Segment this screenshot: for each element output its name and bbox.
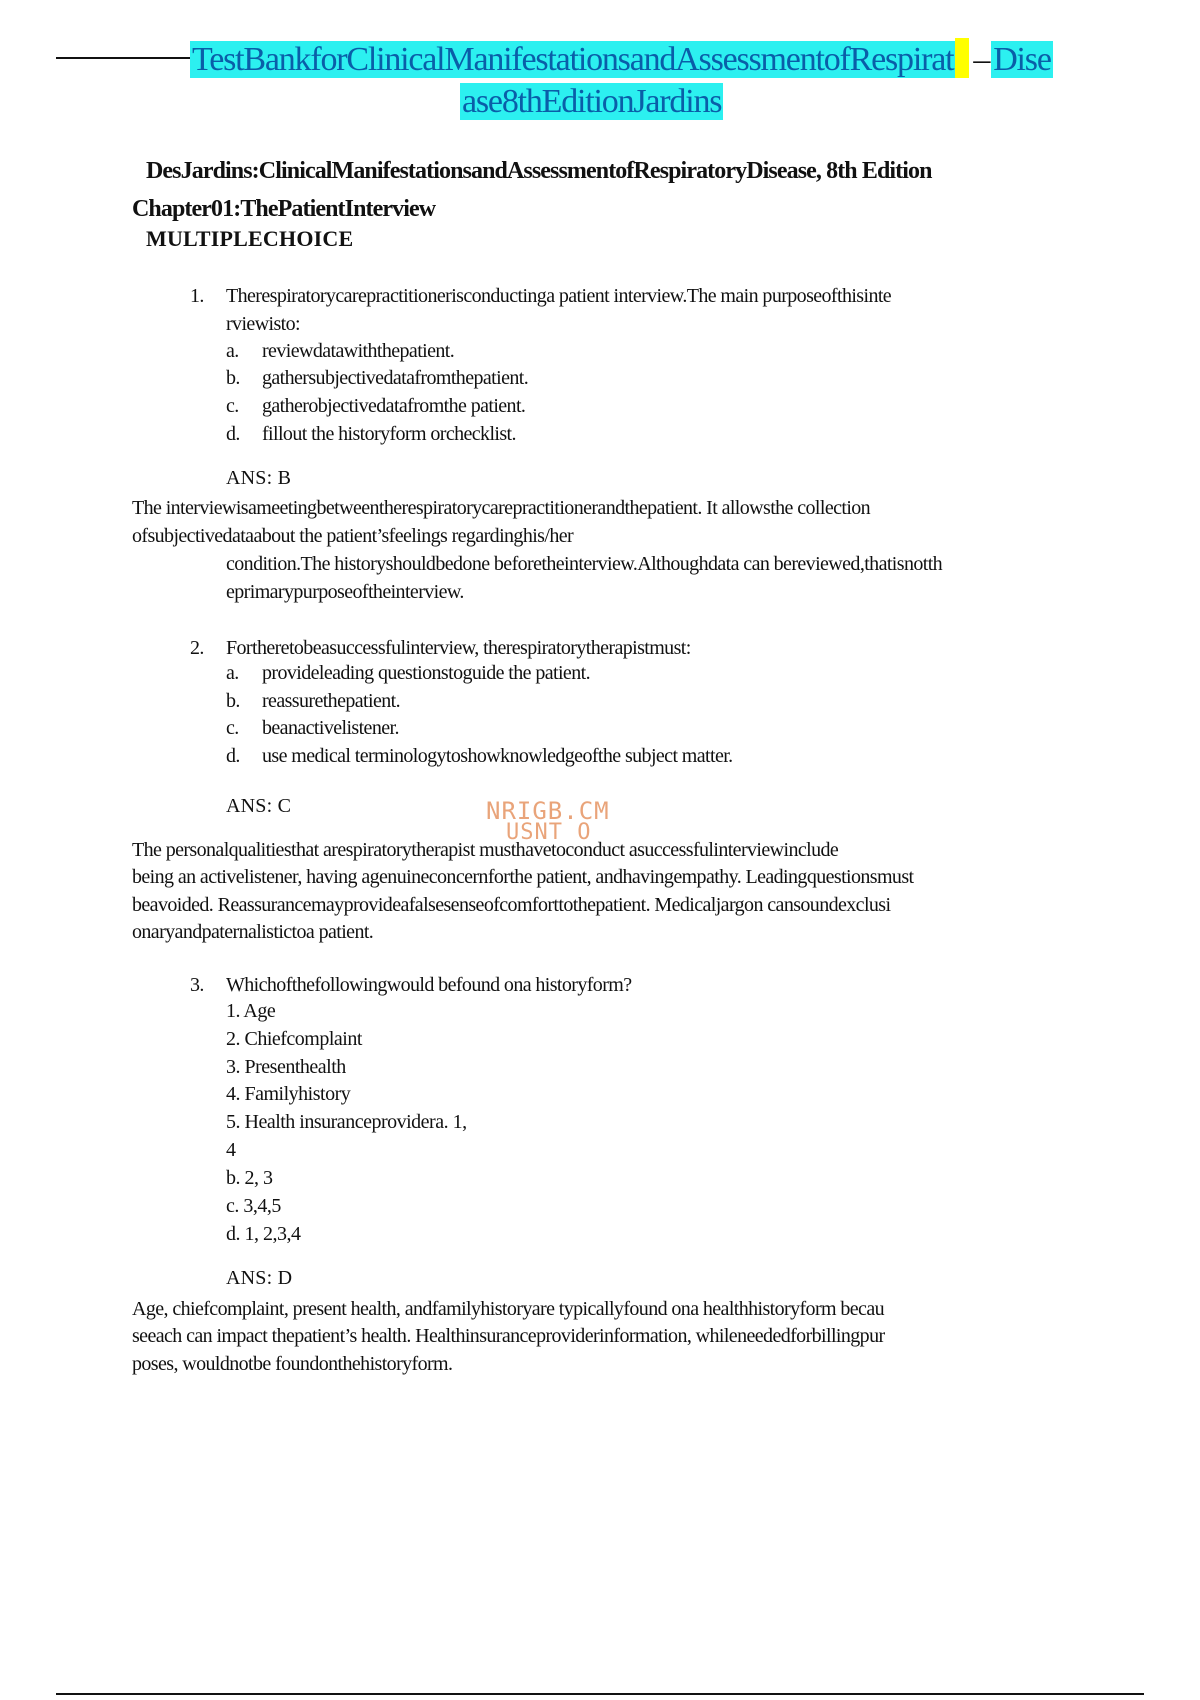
question-number: 1. (190, 285, 204, 307)
question-stem-line1: Fortheretobeasuccessfulinterview, therespiratorytherapistmust: (226, 637, 691, 659)
option-letter: c. (226, 395, 239, 417)
banner-title-line1 (190, 38, 1053, 82)
watermark-line1: NRIGB.CM (486, 797, 610, 825)
option-text: use medical terminologytoshowknowledgeofthe subject matter. (262, 745, 733, 767)
list-item: b. 2, 3 (226, 1167, 273, 1189)
rationale-line: condition.The historyshouldbedone beforetheinterview.Althoughdata can bereviewed,thatisnotth (226, 553, 943, 575)
rationale-line: poses, wouldnotbe foundonthehistoryform. (132, 1353, 453, 1375)
rationale-line: beavoided. Reassurancemayprovideafalsesenseofcomforttothepatient. Medicaljargon cansoundexclusi (132, 894, 891, 916)
rationale-line: onaryandpaternalistictoa patient. (132, 921, 374, 943)
section-title: MULTIPLECHOICE (146, 226, 354, 251)
question-number: 2. (190, 637, 204, 659)
banner-title-line2 (460, 80, 723, 124)
highlight-marker (955, 38, 969, 78)
answer-key: ANS: B (226, 467, 292, 489)
rationale-line: seeach can impact thepatient’s health. Healthinsuranceproviderinformation, whileneededforbillingpur (132, 1325, 885, 1347)
option-text: beanactivelistener. (262, 717, 399, 739)
rationale-line: being an activelistener, having agenuineconcernforthe patient, andhavingempathy. Leadingquestionsmust (132, 866, 914, 888)
option-text: reassurethepatient. (262, 690, 400, 712)
option-letter: a. (226, 662, 239, 684)
option-text: gathersubjectivedatafromthepatient. (262, 367, 529, 389)
option-text: reviewdatawiththepatient. (262, 340, 455, 362)
question-stem-line2: rviewisto: (226, 313, 300, 335)
header-rule (56, 57, 190, 59)
list-item: 2. Chiefcomplaint (226, 1028, 362, 1050)
rationale-line: The interviewisameetingbetweentherespiratorycarepractitionerandthepatient. It allowsthe collection (132, 497, 871, 519)
answer-key: ANS: D (226, 1267, 293, 1289)
book-title: DesJardins:ClinicalManifestationsandAssessmentofRespiratoryDisease, 8th Edition (146, 158, 932, 184)
option-letter: d. (226, 745, 240, 767)
rationale-line: Age, chiefcomplaint, present health, andfamilyhistoryare typicallyfound ona healthhistoryform becau (132, 1298, 884, 1320)
list-item: 5. Health insuranceprovidera. 1, (226, 1111, 467, 1133)
list-item: 4. Familyhistory (226, 1083, 351, 1105)
list-item: d. 1, 2,3,4 (226, 1223, 301, 1245)
banner-dash: – (973, 41, 990, 78)
list-item: c. 3,4,5 (226, 1195, 281, 1217)
answer-key: ANS: C (226, 795, 292, 817)
watermark (486, 797, 610, 845)
list-item: 1. Age (226, 1000, 276, 1022)
rationale-line: ofsubjectivedataabout the patient’sfeelings regardinghis/her (132, 525, 574, 547)
option-text: gatherobjectivedatafromthe patient. (262, 395, 526, 417)
option-letter: b. (226, 367, 240, 389)
question-stem-line1: Therespiratorycarepractitionerisconductinga patient interview.The main purposeofthisinte (226, 285, 892, 307)
question-stem-line1: Whichofthefollowingwould befound ona historyform? (226, 974, 632, 996)
option-letter: b. (226, 690, 240, 712)
watermark-line2: USNT O (506, 820, 592, 845)
banner-text-line2: ase8thEditionJardins (462, 83, 722, 120)
question-number: 3. (190, 974, 204, 996)
list-item: 3. Presenthealth (226, 1056, 346, 1078)
list-item: 4 (226, 1139, 236, 1161)
banner-text-part1: TestBankforClinicalManifestationsandAssessmentofRespirat (192, 41, 954, 78)
option-letter: d. (226, 423, 240, 445)
footer-rule (56, 1693, 1144, 1695)
option-letter: a. (226, 340, 239, 362)
banner-text-part2: Dise (993, 41, 1051, 78)
chapter-title: Chapter01:ThePatientInterview (132, 196, 436, 222)
option-letter: c. (226, 717, 239, 739)
rationale-line: The personalqualitiesthat arespiratorytherapist musthavetoconduct asuccessfulinterviewinclude (132, 839, 839, 861)
rationale-line: eprimarypurposeoftheinterview. (226, 581, 464, 603)
option-text: provideleading questionstoguide the patient. (262, 662, 590, 684)
option-text: fillout the historyform orchecklist. (262, 423, 516, 445)
